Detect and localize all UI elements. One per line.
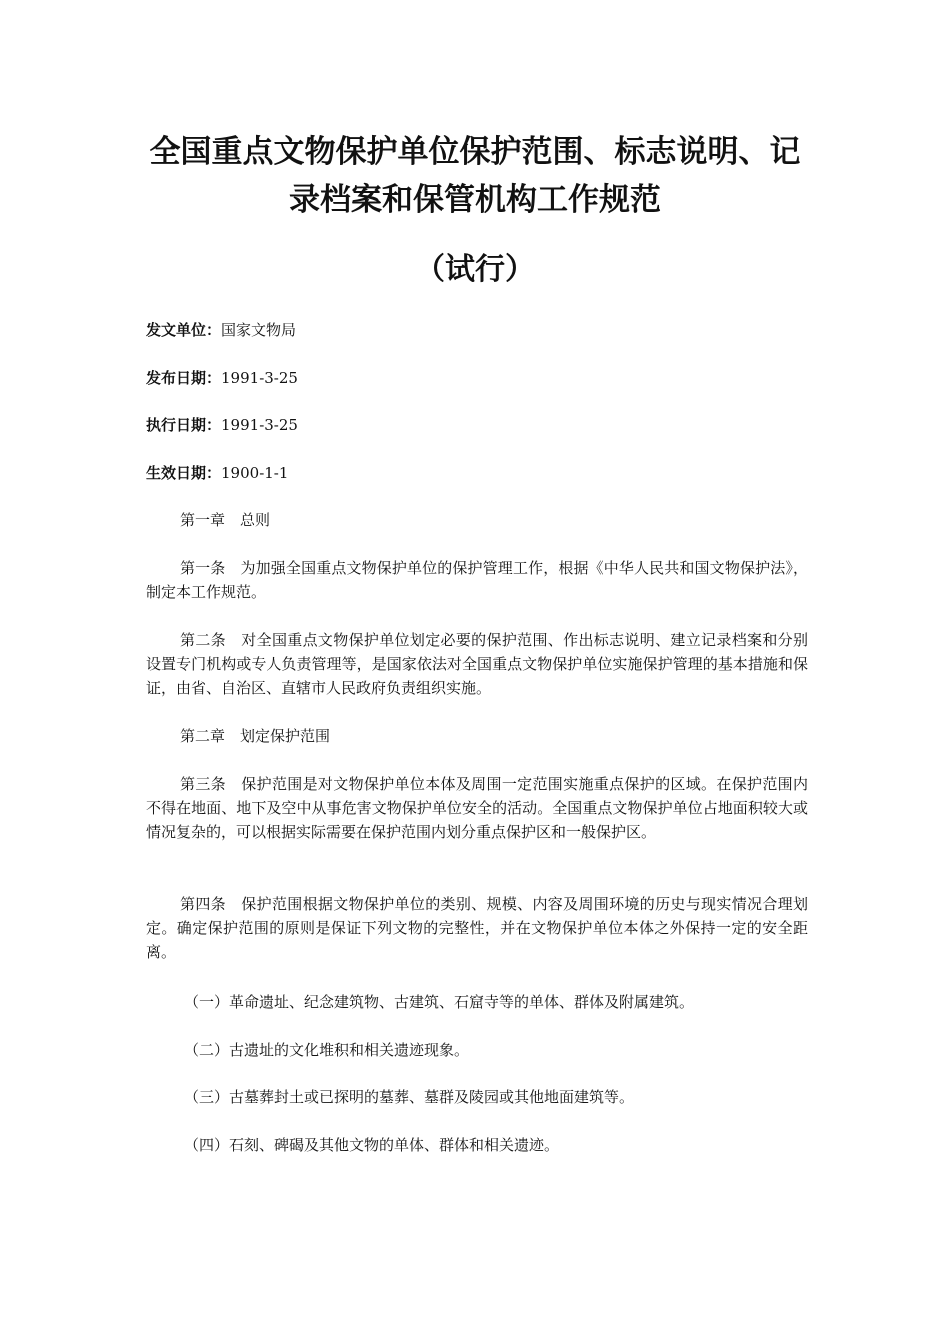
document-subtitle: （试行）: [415, 252, 535, 287]
title-line-1: 全国重点文物保护单位保护范围、标志说明、记: [149, 134, 801, 170]
title-line-2: 录档案和保管机构工作规范: [289, 182, 661, 218]
meta-exec: [146, 414, 298, 436]
list-item-4: （四）石刻、碑碣及其他文物的单体、群体和相关遗迹。: [184, 1136, 560, 1154]
meta-release: [146, 367, 298, 389]
meta-exec-label: 执行日期：: [146, 416, 222, 434]
document-title: [140, 128, 810, 224]
article-2: 第二条 对全国重点文物保护单位划定必要的保护范围、作出标志说明、建立记录档案和分别设置专门机构或专人负责管理等，是国家依法对全国重点文物保护单位实施保护管理的基本措施和保证，由省、自治区、直辖市人民政府负责组织实施。: [146, 631, 808, 697]
article-1: 第一条 为加强全国重点文物保护单位的保护管理工作，根据《中华人民共和国文物保护法》，制定本工作规范。: [146, 559, 808, 601]
meta-effective-value: 1900-1-1: [221, 464, 289, 482]
chapter-2-heading: 第二章 划定保护范围: [180, 727, 331, 745]
meta-exec-value: 1991-3-25: [221, 416, 298, 434]
list-item-3: （三）古墓葬封土或已探明的墓葬、墓群及陵园或其他地面建筑等。: [184, 1088, 635, 1106]
meta-issuer: [146, 319, 296, 341]
article-4: 第四条 保护范围根据文物保护单位的类别、规模、内容及周围环境的历史与现实情况合理划定。确定保护范围的原则是保证下列文物的完整性，并在文物保护单位本体之外保持一定的安全距离。: [146, 895, 808, 961]
meta-effective: [146, 462, 288, 484]
article-3: 第三条 保护范围是对文物保护单位本体及周围一定范围实施重点保护的区域。在保护范围内不得在地面、地下及空中从事危害文物保护单位安全的活动。全国重点文物保护单位占地面积较大或情况复杂的，可以根据实际需要在保护范围内划分重点保护区和一般保护区。: [146, 775, 808, 841]
meta-issuer-label: 发文单位：: [146, 321, 222, 339]
meta-release-value: 1991-3-25: [221, 369, 298, 387]
meta-release-label: 发布日期：: [146, 369, 222, 387]
list-item-1: （一）革命遗址、纪念建筑物、古建筑、石窟寺等的单体、群体及附属建筑。: [184, 993, 695, 1011]
meta-effective-label: 生效日期：: [146, 464, 222, 482]
chapter-1-heading: 第一章 总则: [180, 511, 271, 529]
list-item-2: （二）古遗址的文化堆积和相关遗迹现象。: [184, 1041, 470, 1059]
meta-issuer-value: 国家文物局: [221, 321, 297, 339]
